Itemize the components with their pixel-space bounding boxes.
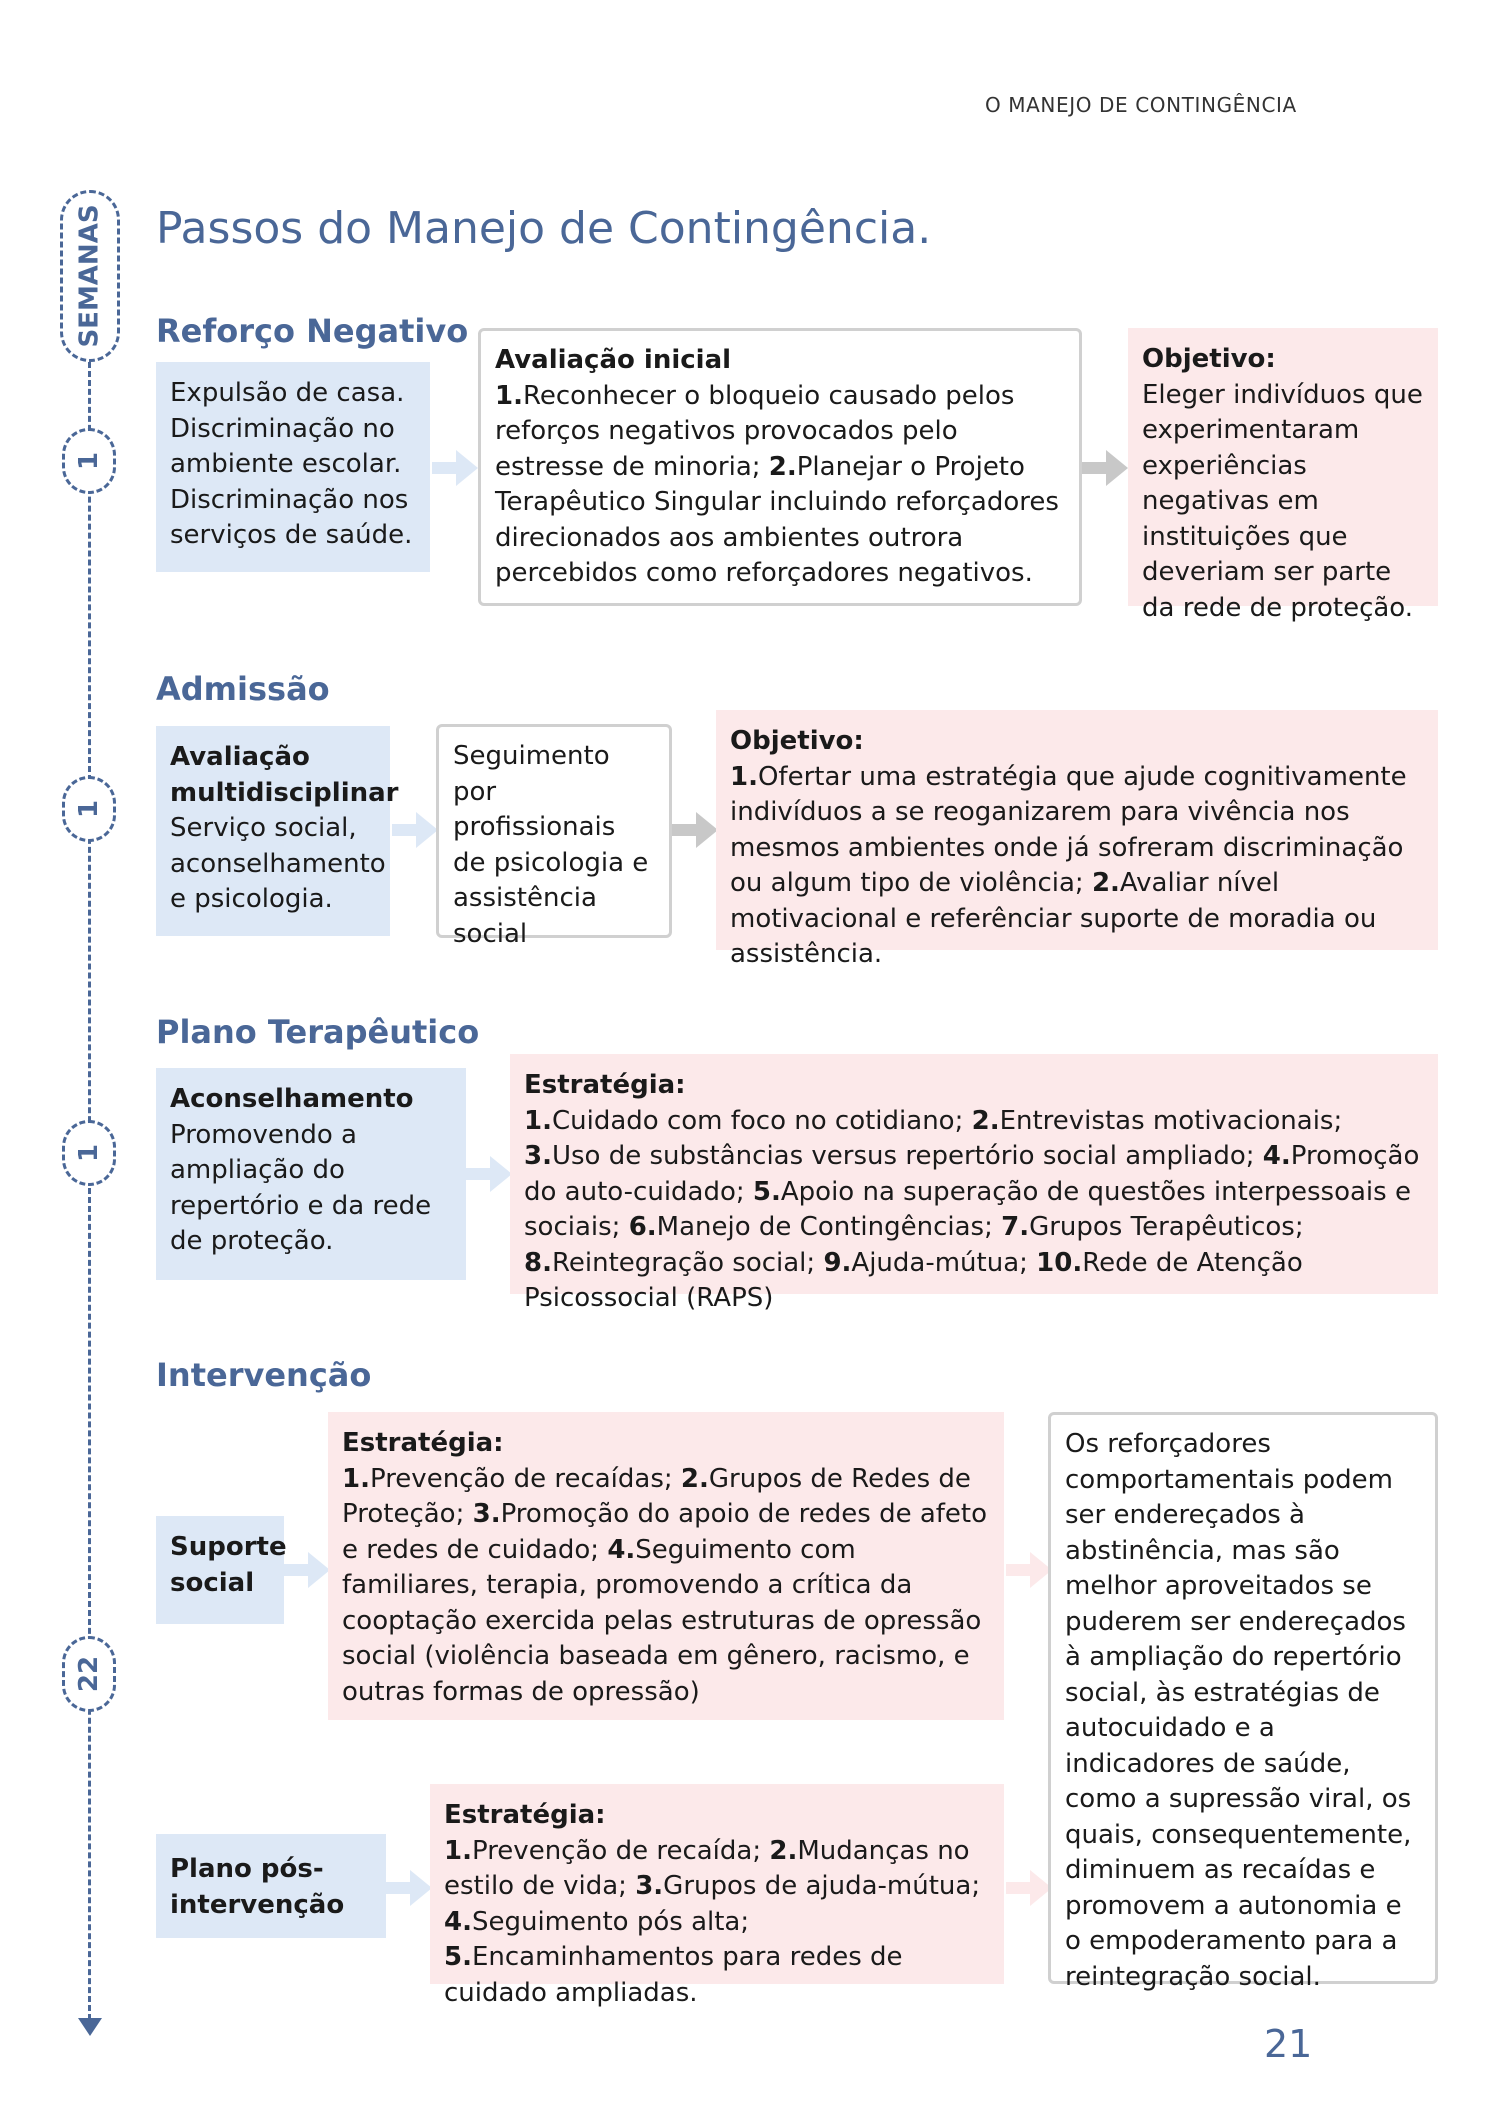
pos-strategy-box (430, 1784, 1004, 2008)
reforco-right-text: Eleger indivíduos que experimentaram experiências negativas em instituições que deveriam ser parte da rede de proteção. (1142, 379, 1423, 623)
timeline-marker: 1 (62, 1120, 116, 1186)
admissao-left-heading: Avaliação multidisciplinar (170, 742, 399, 808)
running-header: O MANEJO DE CONTINGÊNCIA (985, 93, 1297, 117)
timeline-marker: 22 (62, 1636, 116, 1712)
suporte-strategy-box (328, 1412, 1004, 1720)
intervencao-right-box (1048, 1412, 1438, 1992)
timeline-label: SEMANAS (75, 204, 105, 348)
page-title: Passos do Manejo de Contingência. (156, 203, 932, 254)
arrow-right-icon (386, 1870, 432, 1906)
pos-heading: Estratégia: (444, 1800, 606, 1830)
intervencao-right-text: Os reforçadores comportamentais podem ser endereçados à abstinência, mas são melhor aproveitados se puderem ser endereçados à ampliação do repertório social, às estratégias de autocuidado e a indicadores de saúde, como a supressão viral, os quais, consequentemente, diminuem as recaídas e promovem a autonomia e o empoderamento para a reintegração social. (1065, 1429, 1412, 1992)
suporte-label: Suporte social (170, 1532, 287, 1598)
plano-left-heading: Aconselhamento (170, 1084, 414, 1114)
timeline-marker: 1 (62, 428, 116, 494)
section-title-plano: Plano Terapêutico (156, 1013, 480, 1051)
reforco-left-box (156, 362, 430, 572)
reforco-middle-heading: Avaliação inicial (495, 345, 732, 375)
timeline-marker: 1 (62, 776, 116, 842)
pos-strategy-list: 1.Prevenção de recaída; 2.Mudanças no estilo de vida; 3.Grupos de ajuda-mútua; 4.Seguimento pós alta; 5.Encaminhamentos para redes de cuidado ampliadas. (444, 1835, 981, 2008)
arrow-right-icon (432, 450, 478, 486)
suporte-label-box (156, 1516, 287, 1624)
reforco-right-box (1128, 328, 1438, 623)
admissao-right-box: Objetivo: 1.Ofertar uma estratégia que ajude cognitivamente indivíduos a se reoganizarem para vivência nos mesmos ambientes onde já sofreram discriminação ou algum tipo de violência; 2.Avaliar nível motivacional e referênciar suporte de moradia ou assistência. (716, 710, 1438, 950)
arrow-right-icon (392, 812, 438, 848)
suporte-strategy-list: 1.Prevenção de recaídas; 2.Grupos de Redes de Proteção; 3.Promoção do apoio de redes de afeto e redes de cuidado; 4.Seguimento com familiares, terapia, promovendo a crítica da cooptação exercida pelas estruturas de opressão social (violência baseada em gênero, racismo, e outras formas de opressão) (342, 1463, 988, 1707)
admissao-left-box (156, 726, 399, 936)
admissao-middle-box (436, 724, 672, 949)
timeline-arrow-icon (78, 2018, 102, 2038)
section-title-intervencao: Intervenção (156, 1356, 372, 1394)
section-title-admissao: Admissão (156, 670, 330, 708)
reforco-right-heading: Objetivo: (1142, 344, 1276, 374)
reforco-middle-box: Avaliação inicial 1.Reconhecer o bloqueio causado pelos reforços negativos provocados pelo estresse de minoria; 2.Planejar o Projeto Terapêutico Singular incluindo reforçadores direcionados aos ambientes outrora percebidos como reforçadores negativos. (478, 328, 1082, 606)
admissao-right-heading: Objetivo: (730, 726, 864, 756)
timeline-line (88, 362, 91, 2020)
admissao-middle-text: Seguimento por profissionais de psicologia e assistência social (453, 741, 649, 949)
arrow-right-icon (1082, 450, 1128, 486)
suporte-heading: Estratégia: (342, 1428, 504, 1458)
timeline-label-pill (60, 190, 120, 362)
arrow-right-icon (1006, 1552, 1052, 1588)
arrow-right-icon (1006, 1870, 1052, 1906)
admissao-left-text: Serviço social, aconselhamento e psicologia. (170, 813, 386, 914)
pos-label: Plano pós-intervenção (170, 1854, 345, 1920)
reforco-left-text: Expulsão de casa. Discriminação no ambiente escolar. Discriminação nos serviços de saúde. (170, 378, 413, 550)
section-title-reforco: Reforço Negativo (156, 312, 469, 350)
page-number: 21 (1264, 2022, 1313, 2066)
pos-label-box (156, 1834, 386, 1938)
plano-right-heading: Estratégia: (524, 1070, 686, 1100)
plano-left-text: Promovendo a ampliação do repertório e da rede de proteção. (170, 1119, 432, 1256)
arrow-right-icon (466, 1156, 512, 1192)
arrow-right-icon (284, 1552, 330, 1588)
arrow-right-icon (672, 812, 718, 848)
plano-strategy-list: 1.Cuidado com foco no cotidiano; 2.Entrevistas motivacionais; 3.Uso de substâncias versus repertório social ampliado; 4.Promoção do auto-cuidado; 5.Apoio na superação de questões interpessoais e sociais; 6.Manejo de Contingências; 7.Grupos Terapêuticos; 8.Reintegração social; 9.Ajuda-mútua; 10.Rede de Atenção Psicossocial (RAPS) (524, 1105, 1420, 1313)
plano-right-box (510, 1054, 1438, 1313)
plano-left-box (156, 1068, 466, 1280)
